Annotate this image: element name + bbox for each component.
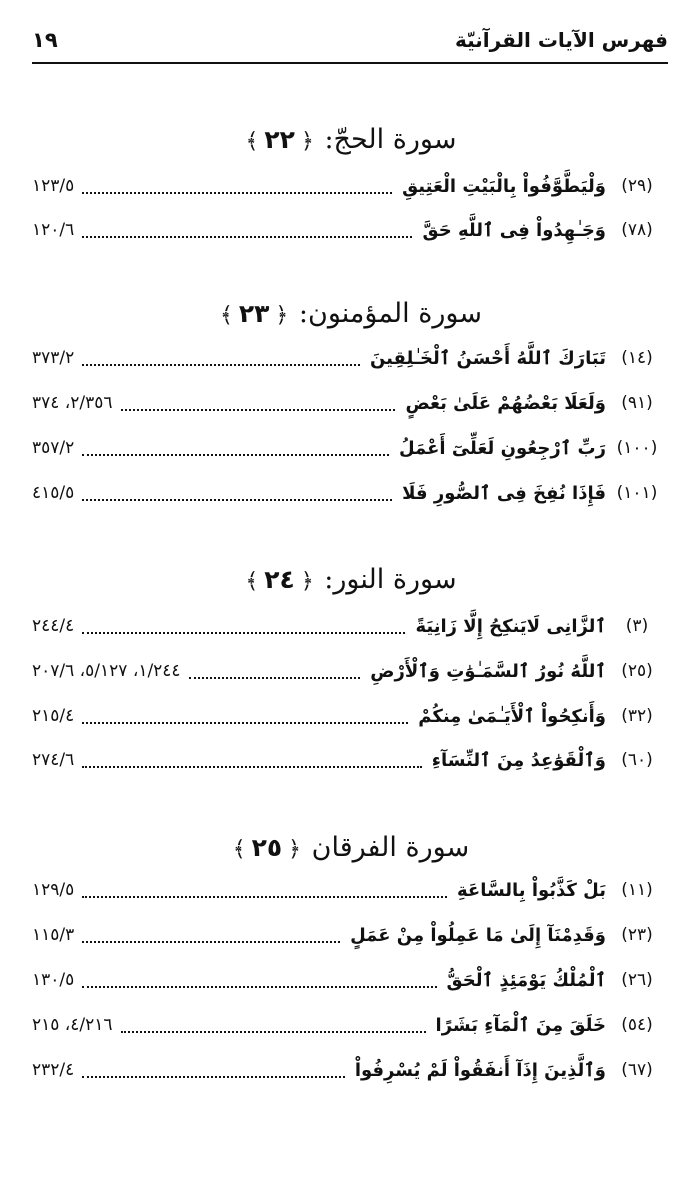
index-entry <box>32 874 668 906</box>
page-reference: ٢/٣٥٦، ٣٧٤ <box>32 393 113 413</box>
verse-number: (١٤) <box>621 348 653 368</box>
index-entry <box>32 387 668 419</box>
page-reference: ٢٤٤/٤ <box>32 616 75 636</box>
verse-number: (٥٤) <box>621 1015 653 1035</box>
verse-number: (١١) <box>621 880 653 900</box>
index-entry <box>32 477 668 509</box>
verse-text: فَإِذَا نُفِخَ فِى ٱلصُّورِ فَلَا <box>402 482 606 504</box>
index-entry <box>32 342 668 374</box>
page-reference: ٣٧٣/٢ <box>32 348 75 368</box>
verse-text: وَأَنكِحُواْ ٱلْأَيَـٰمَىٰ مِنكُمْ <box>418 705 606 727</box>
dot-leader <box>82 756 422 768</box>
page-reference: ١١٥/٣ <box>32 925 75 945</box>
page-reference: ١/٢٤٤، ٥/١٢٧، ٢٠٧/٦ <box>32 661 181 681</box>
index-entry <box>32 1009 668 1041</box>
index-entry <box>32 1054 668 1086</box>
page-header <box>32 22 668 64</box>
dot-leader <box>82 489 392 501</box>
dot-leader <box>82 444 389 456</box>
dot-leader <box>82 622 405 634</box>
dot-leader <box>82 354 360 366</box>
surah-number: ٢٣ <box>238 299 270 328</box>
surah-name: سورة النور: <box>324 564 457 595</box>
dot-leader <box>82 1066 345 1078</box>
page-reference: ١٢٠/٦ <box>32 220 75 240</box>
verse-number: (١٠٠) <box>616 438 658 458</box>
dot-leader <box>82 931 340 943</box>
page-reference: ١٣٠/٥ <box>32 970 75 990</box>
verse-number: (٣٢) <box>621 706 653 726</box>
ornament-bracket-icon: ﴾ <box>232 837 246 862</box>
surah-section <box>32 118 668 258</box>
verse-text: ٱللَّهُ نُورُ ٱلسَّمَـٰوَٰتِ وَٱلْأَرْضِ <box>370 660 606 682</box>
verse-number: (٢٦) <box>621 970 653 990</box>
surah-heading <box>32 292 668 336</box>
dot-leader <box>82 226 412 238</box>
surah-section <box>32 292 668 522</box>
dot-leader <box>189 667 361 679</box>
dot-leader <box>82 976 436 988</box>
index-entry <box>32 964 668 996</box>
page-reference: ١٢٩/٥ <box>32 880 75 900</box>
dot-leader <box>121 399 396 411</box>
ornament-bracket-icon: ﴾ <box>245 129 259 154</box>
index-entry <box>32 700 668 732</box>
ornament-bracket-icon: ﴾ <box>219 303 233 328</box>
ornament-bracket-icon: ﴿ <box>300 129 314 154</box>
verse-number: (١٠١) <box>616 483 658 503</box>
index-entry <box>32 214 668 246</box>
surah-name: سورة الحجّ: <box>324 124 457 155</box>
surah-number: ٢٢ <box>264 125 295 154</box>
surah-number: ٢٤ <box>264 565 295 594</box>
surah-number: ٢٥ <box>251 833 283 862</box>
verse-text: وَلَعَلَا بَعْضُهُمْ عَلَىٰ بَعْضٍ <box>405 392 606 414</box>
page-reference: ٢١٥/٤ <box>32 706 75 726</box>
surah-heading <box>32 558 668 602</box>
page-reference: ١٢٣/٥ <box>32 176 75 196</box>
verse-text: ٱلزَّانِى لَايَنكِحُ إِلَّا زَانِيَةً <box>415 615 606 637</box>
verse-text: خَلَقَ مِنَ ٱلْمَآءِ بَشَرًا <box>435 1014 606 1036</box>
verse-text: وَقَدِمْنَآ إِلَىٰ مَا عَمِلُواْ مِنْ عَمَلٍ <box>350 924 606 946</box>
index-entry <box>32 919 668 951</box>
page-reference: ٤١٥/٥ <box>32 483 75 503</box>
surah-section <box>32 558 668 788</box>
page-number: ١٩ <box>32 28 58 52</box>
dot-leader <box>82 886 447 898</box>
index-entry <box>32 432 668 464</box>
verse-text: ٱلْمُلْكُ يَوْمَئِذٍ ٱلْحَقُّ <box>446 969 606 991</box>
surah-name: سورة المؤمنون: <box>298 298 482 329</box>
surah-heading <box>32 826 668 870</box>
verse-text: تَبَارَكَ ٱللَّهُ أَحْسَنُ ٱلْخَـٰلِقِينَ <box>369 347 606 369</box>
verse-number: (٦٠) <box>621 750 653 770</box>
page-reference: ٢٣٢/٤ <box>32 1060 75 1080</box>
verse-text: وَجَـٰهِدُواْ فِى ٱللَّهِ حَقَّ <box>422 219 606 241</box>
ornament-bracket-icon: ﴾ <box>245 569 259 594</box>
verse-number: (٣) <box>625 616 649 636</box>
ornament-bracket-icon: ﴿ <box>275 303 289 328</box>
dot-leader <box>82 712 408 724</box>
index-entry <box>32 610 668 642</box>
surah-heading <box>32 118 668 162</box>
verse-number: (٦٧) <box>621 1060 653 1080</box>
dot-leader <box>82 182 392 194</box>
verse-number: (٢٩) <box>621 176 653 196</box>
surah-section <box>32 826 668 1096</box>
surah-name: سورة الفرقان <box>311 832 470 863</box>
verse-number: (٩١) <box>621 393 653 413</box>
page-reference: ٤/٢١٦، ٢١٥ <box>32 1015 113 1035</box>
verse-number: (٢٣) <box>621 925 653 945</box>
verse-text: بَلْ كَذَّبُواْ بِالسَّاعَةِ <box>456 879 606 901</box>
verse-text: رَبِّ ٱرْجِعُونِ لَعَلِّىٓ أَعْمَلُ <box>398 437 606 459</box>
ornament-bracket-icon: ﴿ <box>288 837 302 862</box>
index-entry <box>32 170 668 202</box>
verse-number: (٢٥) <box>621 661 653 681</box>
page-reference: ٢٧٤/٦ <box>32 750 75 770</box>
index-entry <box>32 744 668 776</box>
ornament-bracket-icon: ﴿ <box>300 569 314 594</box>
page-reference: ٣٥٧/٢ <box>32 438 75 458</box>
index-entry <box>32 655 668 687</box>
verse-number: (٧٨) <box>621 220 653 240</box>
verse-text: وَٱلْقَوَٰعِدُ مِنَ ٱلنِّسَآءِ <box>431 749 606 771</box>
verse-text: وَلْيَطَّوَّفُواْ بِالْبَيْتِ الْعَتِيقِ <box>402 175 606 197</box>
dot-leader <box>121 1021 426 1033</box>
running-title: فهرس الآيات القرآنيّة <box>455 28 668 52</box>
verse-text: وَٱلَّذِينَ إِذَآ أَنفَقُواْ لَمْ يُسْرِفُواْ <box>354 1059 606 1081</box>
